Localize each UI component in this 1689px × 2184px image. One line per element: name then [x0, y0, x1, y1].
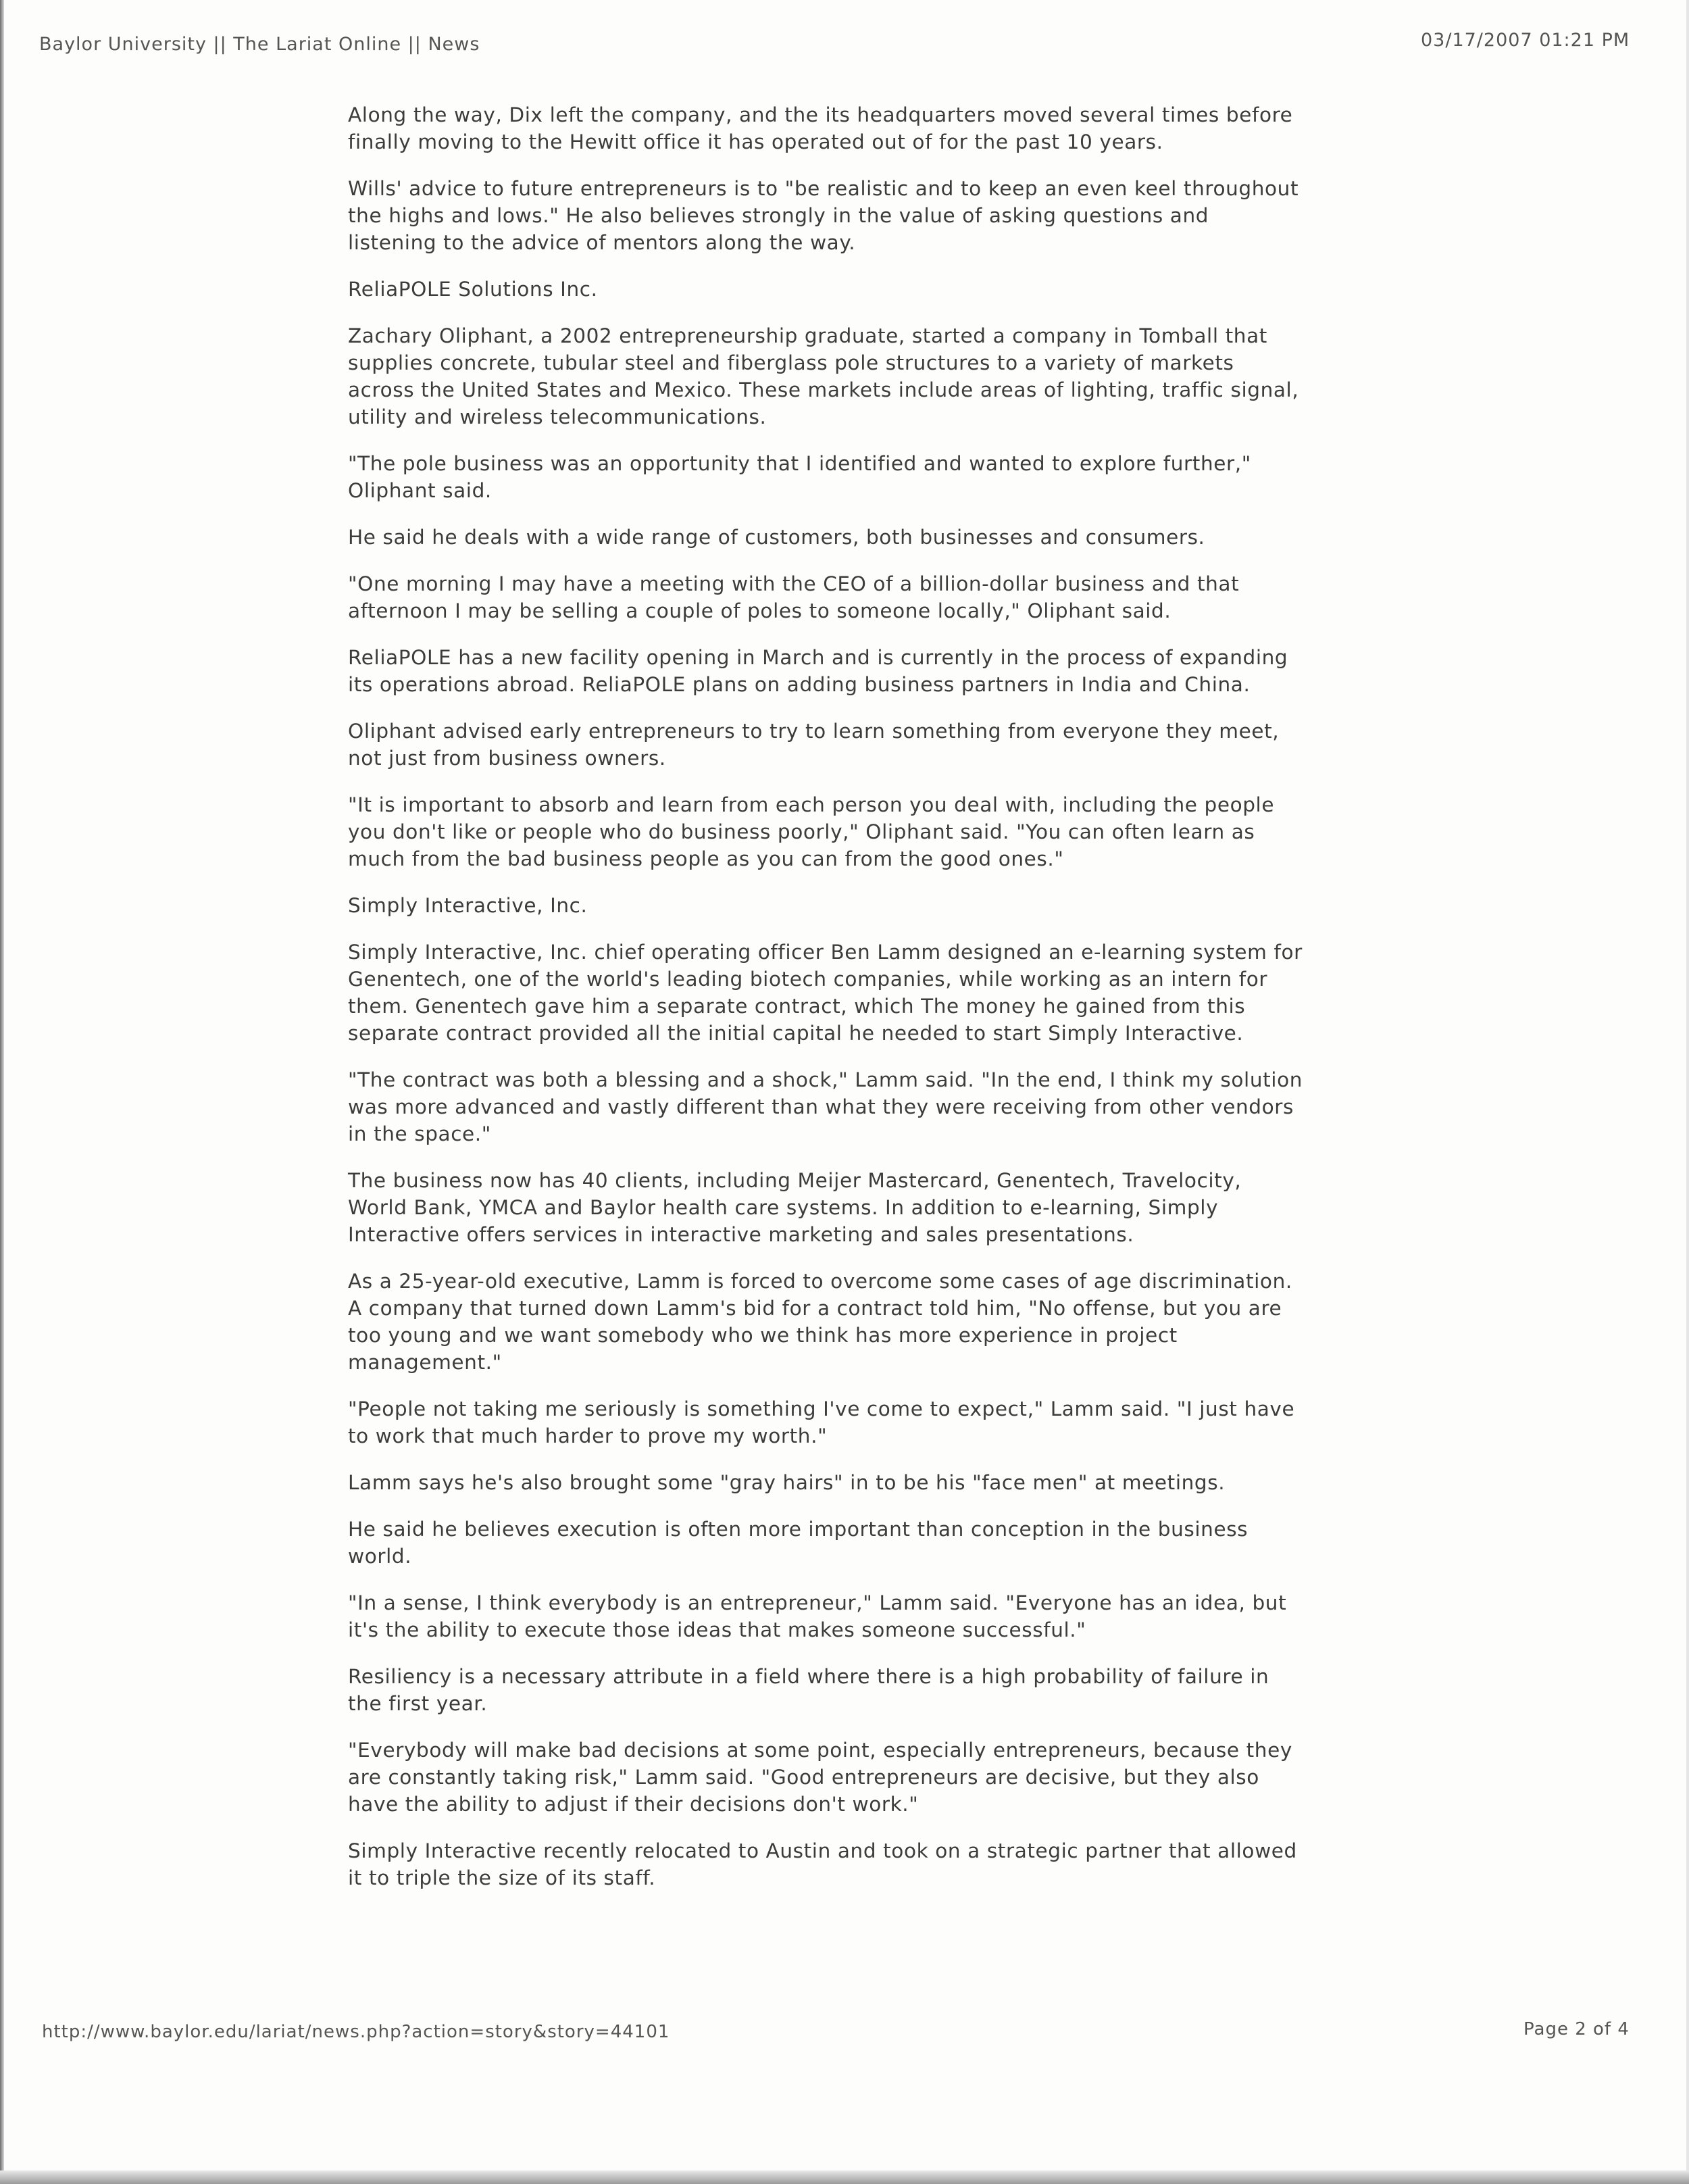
article-paragraph: ReliaPOLE has a new facility opening in March and is currently in the process of expanding its operations abroad. ReliaPOLE plans on adding business partners in India and China.: [348, 646, 1288, 696]
article-paragraph: Simply Interactive recently relocated to Austin and took on a strategic partner that allowed it to triple the size of its staff.: [348, 1839, 1297, 1889]
article-paragraph: He said he deals with a wide range of customers, both businesses and consumers.: [348, 526, 1205, 549]
print-footer-page-number: Page 2 of 4: [1523, 2019, 1630, 2039]
article-paragraph: "People not taking me seriously is something I've come to expect," Lamm said. "I just have to work that much harder to prove my worth.": [348, 1397, 1295, 1447]
article-paragraph: "It is important to absorb and learn from each person you deal with, including the people you don't like or people who do business poorly," Oliphant said. "You can often learn as much from the bad business people as you can from the good ones.": [348, 793, 1275, 870]
article-paragraph: He said he believes execution is often more important than conception in the business world.: [348, 1518, 1249, 1568]
article-paragraph: "The contract was both a blessing and a shock," Lamm said. "In the end, I think my solution was more advanced and vastly different than what they were receiving from other vendors in the space.": [348, 1068, 1303, 1145]
article-paragraph: As a 25-year-old executive, Lamm is forced to overcome some cases of age discrimination. A company that turned down Lamm's bid for a contract told him, "No offense, but you are too young and we want somebody who we think has more experience in project management.": [348, 1270, 1292, 1374]
article-paragraph: "In a sense, I think everybody is an entrepreneur," Lamm said. "Everyone has an idea, but it's the ability to execute those ideas that makes someone successful.": [348, 1591, 1287, 1641]
scan-bottom-edge: [0, 2170, 1689, 2184]
article-paragraph: The business now has 40 clients, including Meijer Mastercard, Genentech, Travelocity, World Bank, YMCA and Baylor health care systems. In addition to e-learning, Simply Interactive offers services in interactive marketing and sales presentations.: [348, 1169, 1242, 1246]
article-paragraph: Zachary Oliphant, a 2002 entrepreneurship graduate, started a company in Tomball that supplies concrete, tubular steel and fiberglass pole structures to a variety of markets across the United States and Mexico. These markets include areas of lighting, traffic signal, utility and wireless telecommunications.: [348, 324, 1299, 428]
print-header-site-title: Baylor University || The Lariat Online || News: [39, 34, 480, 55]
article-body: [348, 101, 1304, 1911]
article-paragraph: Lamm says he's also brought some "gray hairs" in to be his "face men" at meetings.: [348, 1471, 1226, 1494]
article-paragraph: "The pole business was an opportunity that I identified and wanted to explore further," Oliphant said.: [348, 452, 1251, 502]
article-paragraph: Along the way, Dix left the company, and the its headquarters moved several times before finally moving to the Hewitt office it has operated out of for the past 10 years.: [348, 103, 1293, 153]
print-header-datetime: 03/17/2007 01:21 PM: [1421, 30, 1630, 51]
article-paragraph: Resiliency is a necessary attribute in a field where there is a high probability of failure in the first year.: [348, 1665, 1269, 1715]
scan-right-edge: [1686, 0, 1689, 2184]
section-subhead-simply-interactive: Simply Interactive, Inc.: [348, 894, 588, 917]
print-footer-url: http://www.baylor.edu/lariat/news.php?action=story&story=44101: [42, 2022, 670, 2042]
article-paragraph: "Everybody will make bad decisions at some point, especially entrepreneurs, because they are constantly taking risk," Lamm said. "Good entrepreneurs are decisive, but they also have the ability to adjust if their decisions don't work.": [348, 1739, 1292, 1816]
article-paragraph: Oliphant advised early entrepreneurs to try to learn something from everyone they meet, not just from business owners.: [348, 720, 1280, 770]
article-paragraph: Wills' advice to future entrepreneurs is to "be realistic and to keep an even keel throughout the highs and lows." He also believes strongly in the value of asking questions and listening to the advice of mentors along the way.: [348, 177, 1299, 254]
section-subhead-reliapole: ReliaPOLE Solutions Inc.: [348, 278, 598, 301]
scan-left-edge: [0, 0, 4, 2184]
article-paragraph: "One morning I may have a meeting with the CEO of a billion-dollar business and that afternoon I may be selling a couple of poles to someone locally," Oliphant said.: [348, 572, 1240, 622]
article-paragraph: Simply Interactive, Inc. chief operating officer Ben Lamm designed an e-learning system for Genentech, one of the world's leading biotech companies, while working as an intern for them. Genentech gave him a separate contract, which The money he gained from this separate contract provided all the initial capital he needed to start Simply Interactive.: [348, 941, 1303, 1045]
